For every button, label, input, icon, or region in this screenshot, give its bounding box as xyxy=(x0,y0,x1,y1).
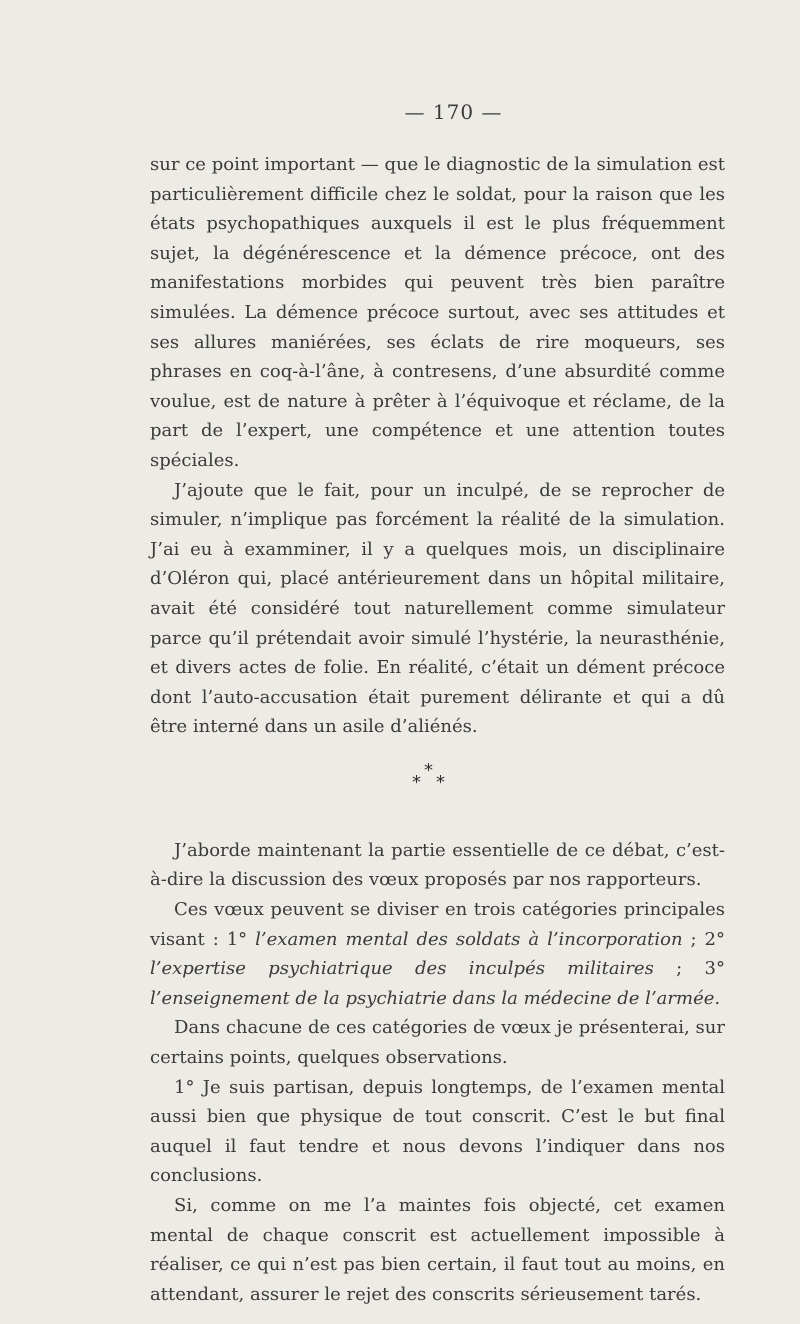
paragraph-inculpe: J’ajoute que le fait, pour un inculpé, de se reprocher de simuler, n’implique pas forcément la réalité de la simulation. J’ai eu à examminer, il y a quelques mois, un disciplinaire d’Oléron qui, placé antérieurement dans un hôpital militaire, avait été considéré tout naturellement comme simulateur parce qu’il prétendait avoir simulé l’hystérie, la neurasthénie, et divers actes de folie. En réalité, c’était un dément précoce dont l’auto-accusation était purement délirante et qui a dû être interné dans un asile d’aliénés. xyxy=(150,479,725,738)
paragraph-continuation: sur ce point important — que le diagnostic de la simulation est particulièrement difficile chez le soldat, pour la raison que les états psychopathiques auxquels il est le plus fréquemment sujet, la dégénérescence et la démence précoce, ont des manifestations morbides qui peuvent très bien paraître simulées. La démence précoce surtout, avec ses attitudes et ses allures maniérées, ses éclats de rire moqueurs, ses phrases en coq-à-l’âne, à contresens, d’une absurdité comme voulue, est de nature à prêter à l’équivoque et réclame, de la part de l’expert, une compétence et une attention toutes spéciales. xyxy=(150,154,725,471)
voeux-text-a: Ces vœux peuvent se diviser en trois catégories principales visant : 1° xyxy=(150,899,725,950)
asterism-star-top: * xyxy=(424,759,433,781)
page-number: — 170 — xyxy=(404,100,503,124)
paragraph-examen-mental: 1° Je suis partisan, depuis longtemps, de l’examen mental aussi bien que physique de tout conscrit. C’est le but final auquel il faut tendre et nous devons l’indiquer dans nos conclusions. xyxy=(150,1076,725,1187)
paragraph-rejet-conscrits: Si, comme on me l’a maintes fois objecté, cet examen mental de chaque conscrit est actuellement impossible à réaliser, ce qui n’est pas bien certain, il faut tout au moins, en attendant, assurer le rejet des conscrits sérieusement tarés. xyxy=(150,1195,725,1305)
voeux-text-c: ; 2° xyxy=(682,928,726,950)
voeux-item-examen: l’examen mental des soldats à l’incorporation xyxy=(255,928,683,950)
voeux-text-e: ; 3° xyxy=(653,958,725,980)
paragraph-debat: J’aborde maintenant la partie essentielle de ce débat, c’est-à-dire la discussion des vœux proposés par nos rapporteurs. xyxy=(150,839,725,891)
paragraph-voeux-categories xyxy=(150,895,725,1013)
paragraph-observations: Dans chacune de ces catégories de vœux je présenterai, sur certains points, quelques observations. xyxy=(150,1017,725,1069)
voeux-item-expertise: l’expertise psychiatrique des inculpés militaires xyxy=(150,958,654,980)
asterism-star-right: * xyxy=(436,771,445,793)
asterism-star-left: * xyxy=(412,771,421,793)
asterism-separator xyxy=(150,750,725,836)
voeux-item-enseignement: l’enseignement de la psychiatrie dans la médecine de l’armée. xyxy=(150,987,721,1009)
